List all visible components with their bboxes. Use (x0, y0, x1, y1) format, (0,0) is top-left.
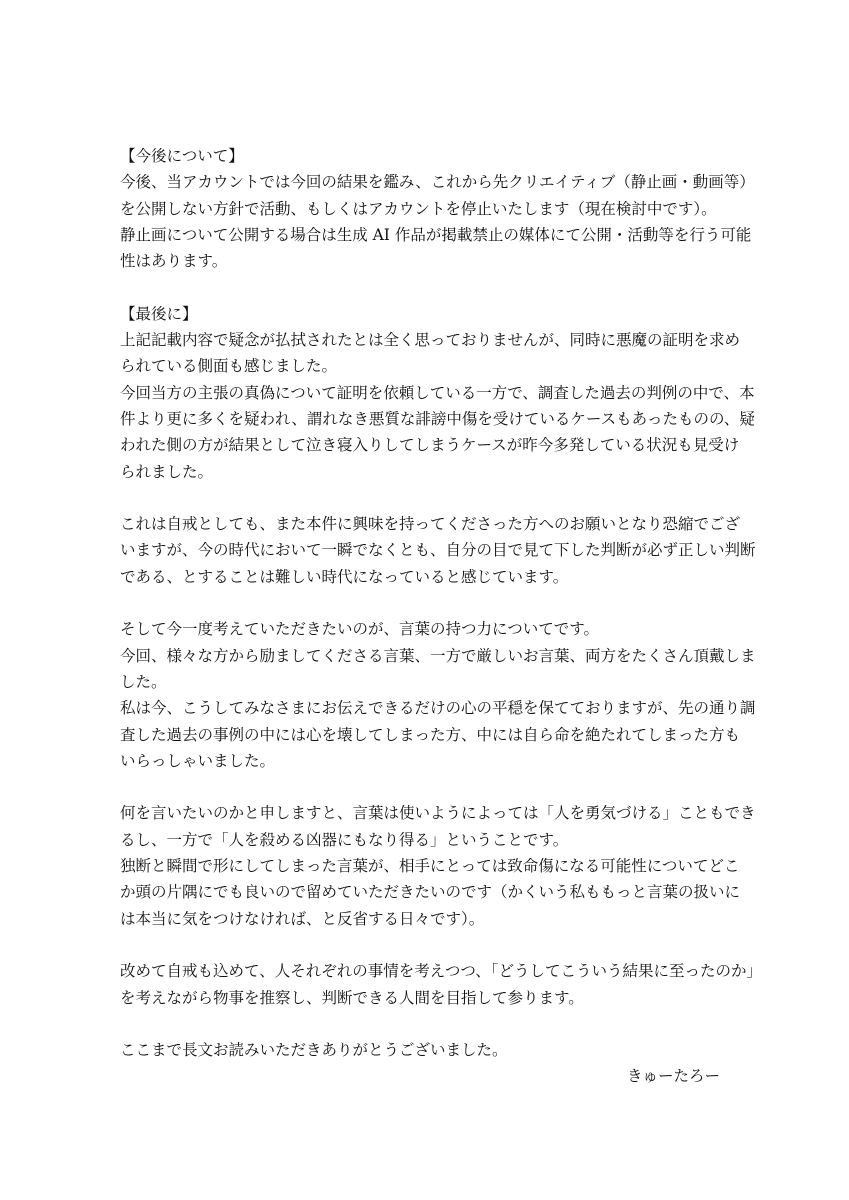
paragraph-line: いらっしゃいました。 (120, 751, 276, 770)
document-body (120, 143, 763, 1090)
paragraph-line: 今回、様々な方から励ましてくださる言葉、一方で厳しいお言葉、両方をたくさん頂戴しま (120, 646, 756, 665)
paragraph-gap (120, 774, 732, 800)
paragraph-line: は本当に気をつけなければ、と反省する日々です）。 (120, 909, 485, 928)
paragraph-line: そして今一度考えていただきたいのが、言葉の持つ力についてです。 (120, 620, 599, 639)
paragraph-line: 静止画について公開する場合は生成 AI 作品が掲載禁止の媒体にて公開・活動等を行う可能 (120, 225, 752, 244)
paragraph-line: 今後、当アカウントでは今回の結果を鑑み、これから先クリエイティブ（静止画・動画等） (120, 173, 755, 192)
paragraph-line: 査した過去の事例の中には心を壊してしまった方、中には自ら命を絶たれてしまった方も (120, 725, 741, 744)
paragraph-line: である、とすることは難しい時代になっていると感じています。 (120, 567, 569, 586)
paragraph-line: られました。 (120, 462, 214, 481)
signature: きゅーたろー (626, 1067, 720, 1086)
paragraph-line: 独断と瞬間で形にしてしまった言葉が、相手にとっては致命傷になる可能性についてどこ (120, 857, 740, 876)
paragraph-line: られている側面も感じました。 (120, 357, 338, 376)
paragraph-line: 件より更に多くを疑われ、謂れなき悪質な誹謗中傷を受けているケースもあったものの、疑 (120, 409, 755, 428)
paragraph-line: 今回当方の主張の真偽について証明を依頼している一方で、調査した過去の判例の中で、本 (120, 383, 755, 402)
paragraph-gap (120, 485, 732, 511)
paragraph-line: を考えながら物事を推察し、判断できる人間を目指して参ります。 (120, 988, 584, 1007)
paragraph-line: 改めて自戒も込めて、人それぞれの事情を考えつつ、「どうしてこういう結果に至ったのか」 (120, 962, 763, 981)
paragraph-line: これは自戒としても、また本件に興味を持ってくださった方へのお願いとなり恐縮でござ (120, 515, 741, 534)
paragraph-line: いますが、今の時代において一瞬でなくとも、自分の目で見て下した判断が必ず正しい判断 (120, 541, 756, 560)
paragraph-line: した。 (120, 672, 167, 691)
paragraph-line: 上記記載内容で疑念が払拭されたとは全く思っておりませんが、同時に悪魔の証明を求め (120, 331, 741, 350)
paragraph-line: われた側の方が結果として泣き寝入りしてしまうケースが昨今多発している状況も見受け (120, 436, 740, 455)
paragraph-gap (120, 274, 732, 300)
closing-line: ここまで長文お読みいただきありがとうございました。 (120, 1041, 508, 1060)
paragraph-line: 私は今、こうしてみなさまにお伝えできるだけの心の平穏を保てておりますが、先の通り調 (120, 699, 756, 718)
section-heading-future: 【今後について】 (120, 147, 244, 165)
section-heading-finally: 【最後に】 (120, 304, 198, 323)
paragraph-gap (120, 590, 732, 616)
paragraph-line: を公開しない方針で活動、もしくはアカウントを停止いたします（現在検討中です）。 (120, 199, 717, 218)
paragraph-line: 何を言いたいのかと申しますと、言葉は使いようによっては「人を勇気づける」こともでき (120, 804, 756, 823)
paragraph-line: か頭の片隅にでも良いので留めていただきたいのです（かくいう私ももっと言葉の扱いに (120, 883, 741, 902)
paragraph-gap (120, 932, 732, 958)
paragraph-line: るし、一方で「人を殺める凶器にもなり得る」ということです。 (120, 830, 569, 849)
paragraph-line: 性はあります。 (120, 252, 228, 271)
paragraph-gap (120, 1011, 732, 1037)
